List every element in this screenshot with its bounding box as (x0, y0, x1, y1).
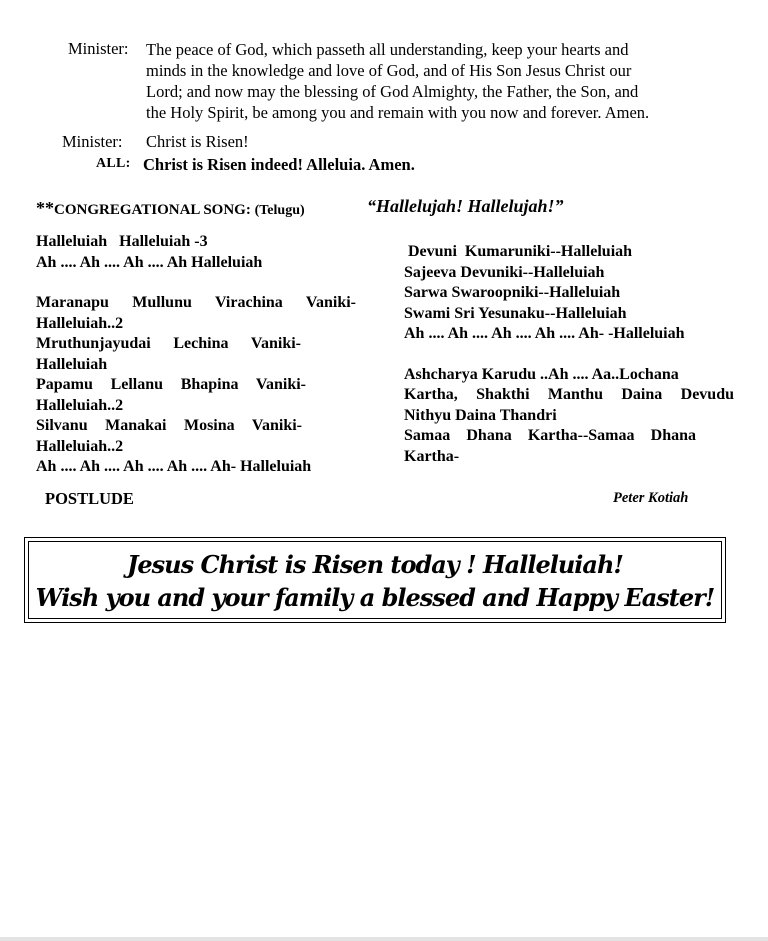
page-bottom-edge (0, 937, 768, 941)
lyric-line: Halleluiah..2 (36, 396, 124, 414)
lyric-line: Halleluiah..2 (36, 437, 124, 455)
banner-line-2: Wish you and your family a blessed and Happy Easter! (35, 583, 715, 612)
song-heading-stars: ** (36, 198, 54, 218)
blessing-line: minds in the knowledge and love of God, and of His Son Jesus Christ our (146, 61, 632, 80)
lyric-line: Ah .... Ah .... Ah .... Ah .... Ah- -Halleluiah (404, 325, 685, 342)
lyric-line: Sarwa Swaroopniki--Halleluiah (404, 284, 621, 301)
blessing-line: the Holy Spirit, be among you and remain with you now and forever. Amen. (146, 103, 650, 122)
easter-banner-inner-border (28, 541, 722, 619)
postlude-composer: Peter Kotiah (613, 490, 689, 506)
song-heading (36, 198, 305, 219)
lyric-line: Nithyu Daina Thandri (404, 406, 557, 424)
lyric-line: Silvanu Manakai Mosina Vaniki- (36, 417, 302, 434)
blessing-text (146, 39, 736, 123)
lyric-line: Kartha, Shakthi Manthu Daina Devudu (404, 386, 734, 403)
lyric-line: Ah .... Ah .... Ah .... Ah Halleluiah (36, 253, 263, 271)
lyrics-right-column (404, 242, 734, 467)
all-response-text: Christ is Risen indeed! Alleluia. Amen. (143, 155, 415, 174)
lyric-line: Swami Sri Yesunaku--Halleluiah (404, 304, 627, 322)
blessing-line: Lord; and now may the blessing of God Almighty, the Father, the Son, and (146, 82, 639, 101)
lyric-line: Maranapu Mullunu Virachina Vaniki- (36, 294, 356, 311)
minister-label: Minister: (62, 132, 123, 151)
lyric-line: Ashcharya Karudu ..Ah .... Aa..Lochana (404, 365, 679, 383)
lyric-line: Halleluiah (36, 355, 108, 373)
lyric-line: Papamu Lellanu Bhapina Vaniki- (36, 376, 306, 393)
song-heading-label: CONGREGATIONAL SONG: (54, 202, 251, 218)
all-label: ALL: (96, 156, 131, 171)
lyric-line: Sajeeva Devuniki--Halleluiah (404, 263, 605, 281)
postlude-label: POSTLUDE (45, 489, 134, 508)
minister-text: Christ is Risen! (146, 132, 249, 151)
lyrics-left-column (36, 232, 356, 478)
song-title: “Hallelujah! Hallelujah!” (367, 196, 564, 216)
lyric-line: Kartha- (404, 447, 460, 465)
blessing-line: The peace of God, which passeth all understanding, keep your hearts and (146, 40, 629, 59)
song-language: (Telugu) (254, 203, 305, 218)
blessing-speaker-label: Minister: (68, 39, 129, 58)
lyric-line: Samaa Dhana Kartha--Samaa Dhana (404, 427, 696, 444)
banner-line-1: Jesus Christ is Risen today ! Halleluiah! (127, 550, 623, 579)
lyric-line: Halleluiah..2 (36, 314, 124, 332)
lyric-line: Ah .... Ah .... Ah .... Ah .... Ah- Halleluiah (36, 458, 312, 475)
easter-banner (24, 537, 726, 623)
lyric-line: Halleluiah Halleluiah -3 (36, 233, 208, 250)
lyric-line: Mruthunjayudai Lechina Vaniki- (36, 335, 301, 352)
lyric-line: Devuni Kumaruniki--Halleluiah (404, 243, 633, 260)
